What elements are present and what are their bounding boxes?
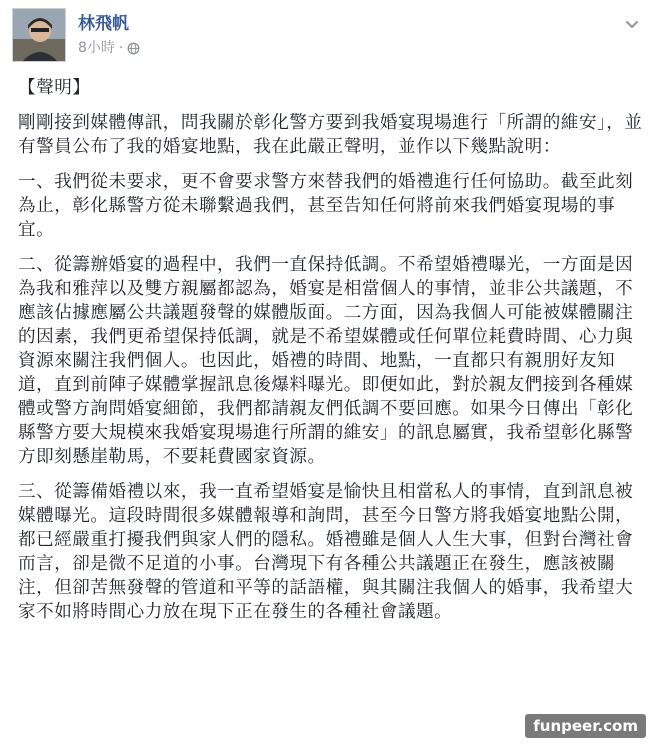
chevron-down-icon[interactable] (622, 14, 642, 34)
profile-photo-icon (13, 9, 66, 62)
statement-title: 【聲明】 (18, 78, 91, 98)
paragraph-point-1: 一、我們從未要求，更不會要求警方來替我們的婚禮進行任何協助。截至此刻為止，彰化縣警方從未聯繫過我們，甚至告知任何將前來我們婚宴現場的事宜。 (18, 172, 634, 240)
post-header (12, 8, 648, 64)
post-meta (78, 39, 140, 57)
post-timestamp[interactable]: 8小時 (78, 40, 115, 56)
avatar[interactable] (12, 8, 66, 62)
paragraph-point-3: 三、從籌備婚禮以來，我一直希望婚宴是愉快且相當私人的事情，直到訊息被媒體曝光。這段時間很多媒體報導和詢問，甚至今日警方將我婚宴地點公開，都已經嚴重打擾我們與家人們的隱私。婚禮雖是個人人生大事，但對台灣社會而言，卻是微不足道的小事。台灣現下有各種公共議題正在發生，應該被關注，但卻苦無發聲的管道和平等的話語權，與其關注我個人的婚事，我希望大家不如將時間心力放在現下正在發生的各種社會議題。 (18, 482, 634, 622)
globe-icon[interactable] (127, 42, 140, 55)
meta-separator: · (118, 40, 124, 56)
post-body (18, 76, 644, 635)
paragraph-intro: 剛剛接到媒體傳訊，問我關於彰化警方要到我婚宴現場進行「所謂的維安」，並有警員公布了我的婚宴地點，我在此嚴正聲明，並作以下幾點說明： (18, 113, 643, 157)
watermark: funpeer.com (525, 714, 646, 738)
paragraph-point-2: 二、從籌辦婚宴的過程中，我們一直保持低調。不希望婚禮曝光，一方面是因為我和雅萍以及雙方親屬都認為，婚宴是相當個人的事情，並非公共議題，不應該佔據應屬公共議題發聲的媒體版面。二方面，因為我個人可能被媒體關注的因素，我們更希望保持低調，就是不希望媒體或任何單位耗費時間、心力與資源來關注我們個人。也因此，婚禮的時間、地點，一直都只有親朋好友知道，直到前陣子媒體掌握訊息後爆料曝光。即便如此，對於親友們接到各種媒體或警方詢問婚宴細節，我們都請親友們低調不要回應。如果今日傳出「彰化縣警方要大規模來我婚宴現場進行所謂的維安」的訊息屬實，我希望彰化縣警方即刻懸崖勒馬，不要耗費國家資源。 (18, 255, 634, 467)
author-name[interactable]: 林飛帆 (78, 14, 129, 34)
